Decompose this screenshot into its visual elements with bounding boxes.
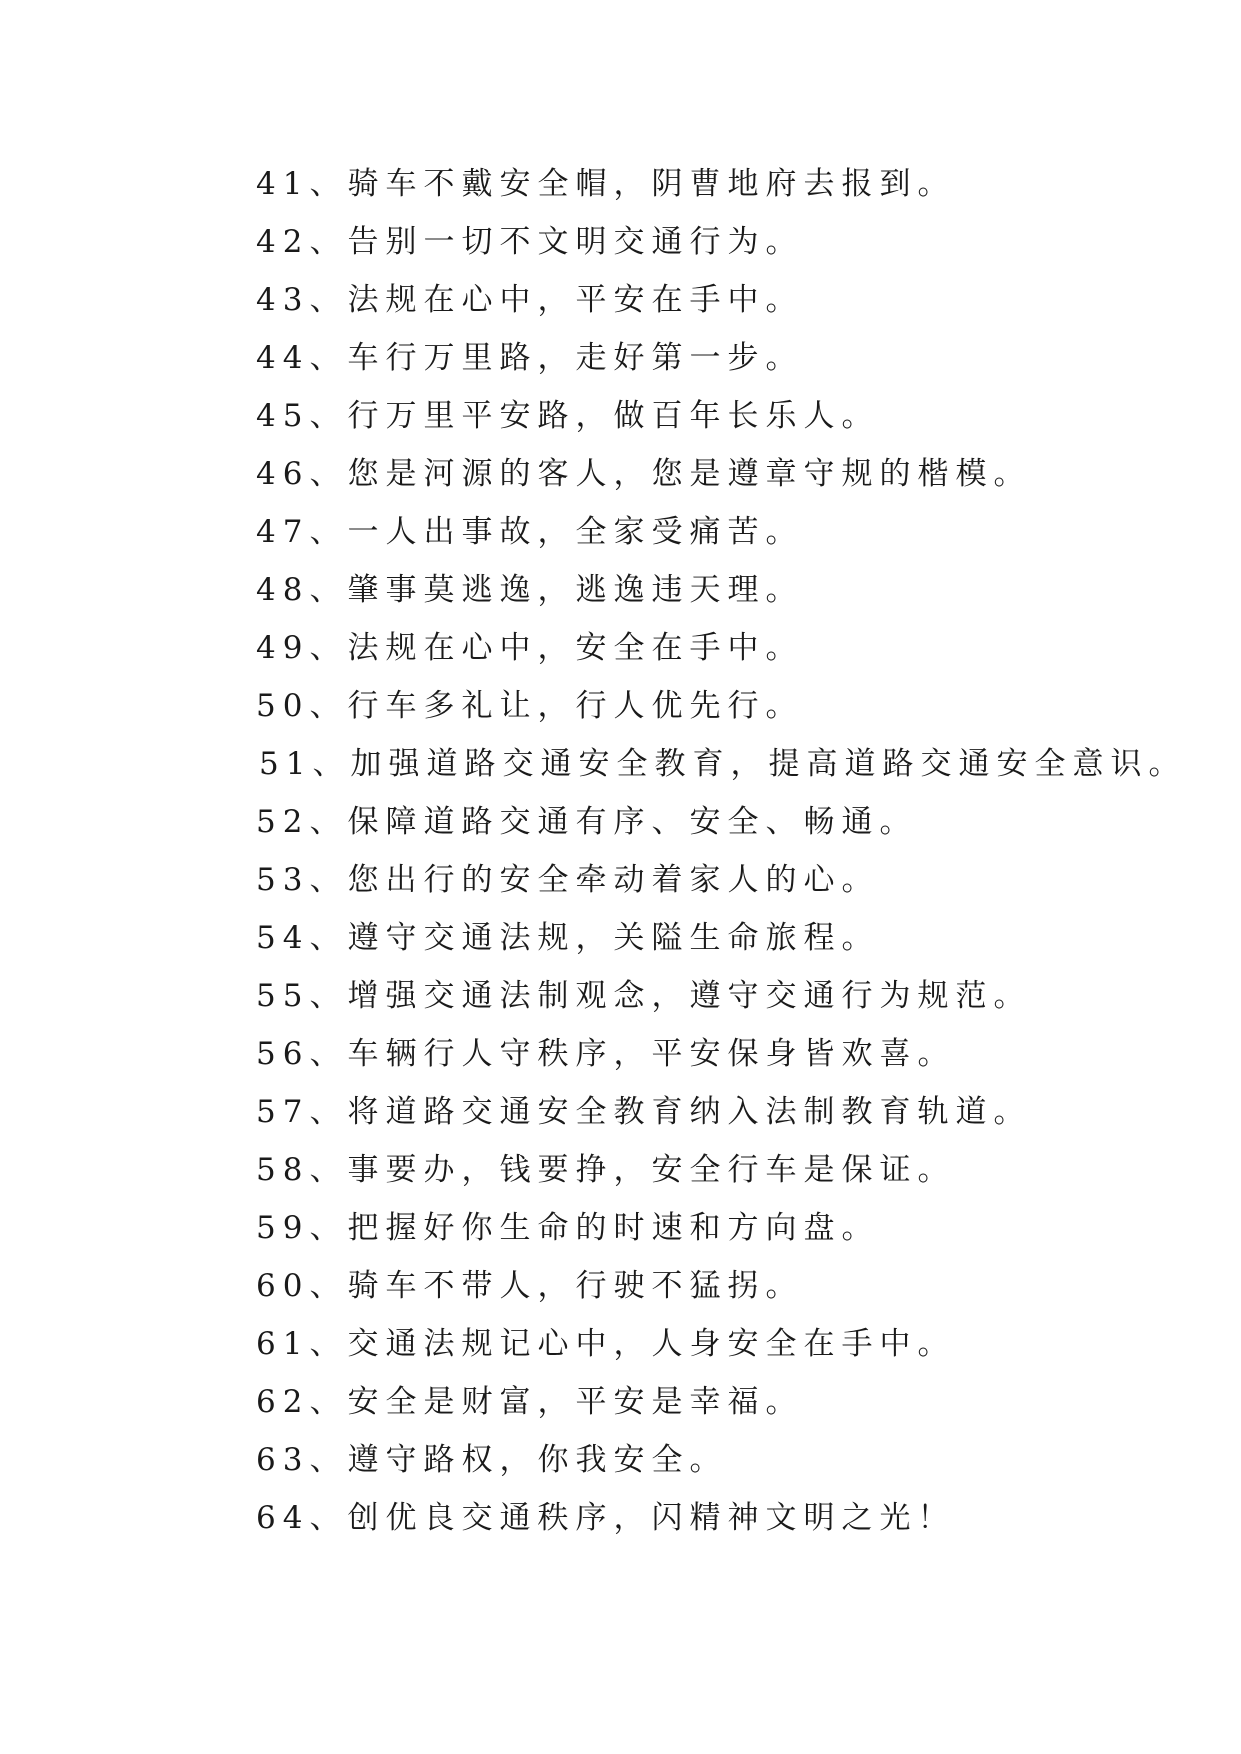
slogan-line: 51、加强道路交通安全教育，提高道路交通安全意识。 bbox=[259, 746, 1187, 782]
slogan-line: 63、遵守路权，你我安全。 bbox=[256, 1442, 728, 1478]
slogan-line: 46、您是河源的客人，您是遵章守规的楷模。 bbox=[256, 456, 1032, 492]
slogan-line: 59、把握好你生命的时速和方向盘。 bbox=[256, 1210, 880, 1246]
slogan-line: 42、告别一切不文明交通行为。 bbox=[256, 224, 804, 260]
slogan-line: 52、保障道路交通有序、安全、畅通。 bbox=[256, 804, 918, 840]
slogan-line: 64、创优良交通秩序，闪精神文明之光！ bbox=[256, 1500, 956, 1536]
slogan-line: 49、法规在心中，安全在手中。 bbox=[256, 630, 804, 666]
slogan-line: 47、一人出事故，全家受痛苦。 bbox=[256, 514, 804, 550]
slogan-list bbox=[256, 155, 1186, 1547]
slogan-line: 45、行万里平安路，做百年长乐人。 bbox=[256, 398, 880, 434]
slogan-line: 60、骑车不带人，行驶不猛拐。 bbox=[256, 1268, 804, 1304]
slogan-line: 50、行车多礼让，行人优先行。 bbox=[256, 688, 804, 724]
slogan-line: 56、车辆行人守秩序，平安保身皆欢喜。 bbox=[256, 1036, 956, 1072]
slogan-line: 58、事要办，钱要挣，安全行车是保证。 bbox=[256, 1152, 956, 1188]
slogan-line: 53、您出行的安全牵动着家人的心。 bbox=[256, 862, 880, 898]
slogan-line: 57、将道路交通安全教育纳入法制教育轨道。 bbox=[256, 1094, 1032, 1130]
slogan-line: 43、法规在心中，平安在手中。 bbox=[256, 282, 804, 318]
slogan-line: 48、肇事莫逃逸，逃逸违天理。 bbox=[256, 572, 804, 608]
slogan-line: 61、交通法规记心中，人身安全在手中。 bbox=[256, 1326, 956, 1362]
slogan-line: 41、骑车不戴安全帽，阴曹地府去报到。 bbox=[256, 166, 956, 202]
slogan-line: 55、增强交通法制观念，遵守交通行为规范。 bbox=[256, 978, 1032, 1014]
slogan-line: 54、遵守交通法规，关隘生命旅程。 bbox=[256, 920, 880, 956]
slogan-line: 62、安全是财富，平安是幸福。 bbox=[256, 1384, 804, 1420]
slogan-line: 44、车行万里路，走好第一步。 bbox=[256, 340, 804, 376]
